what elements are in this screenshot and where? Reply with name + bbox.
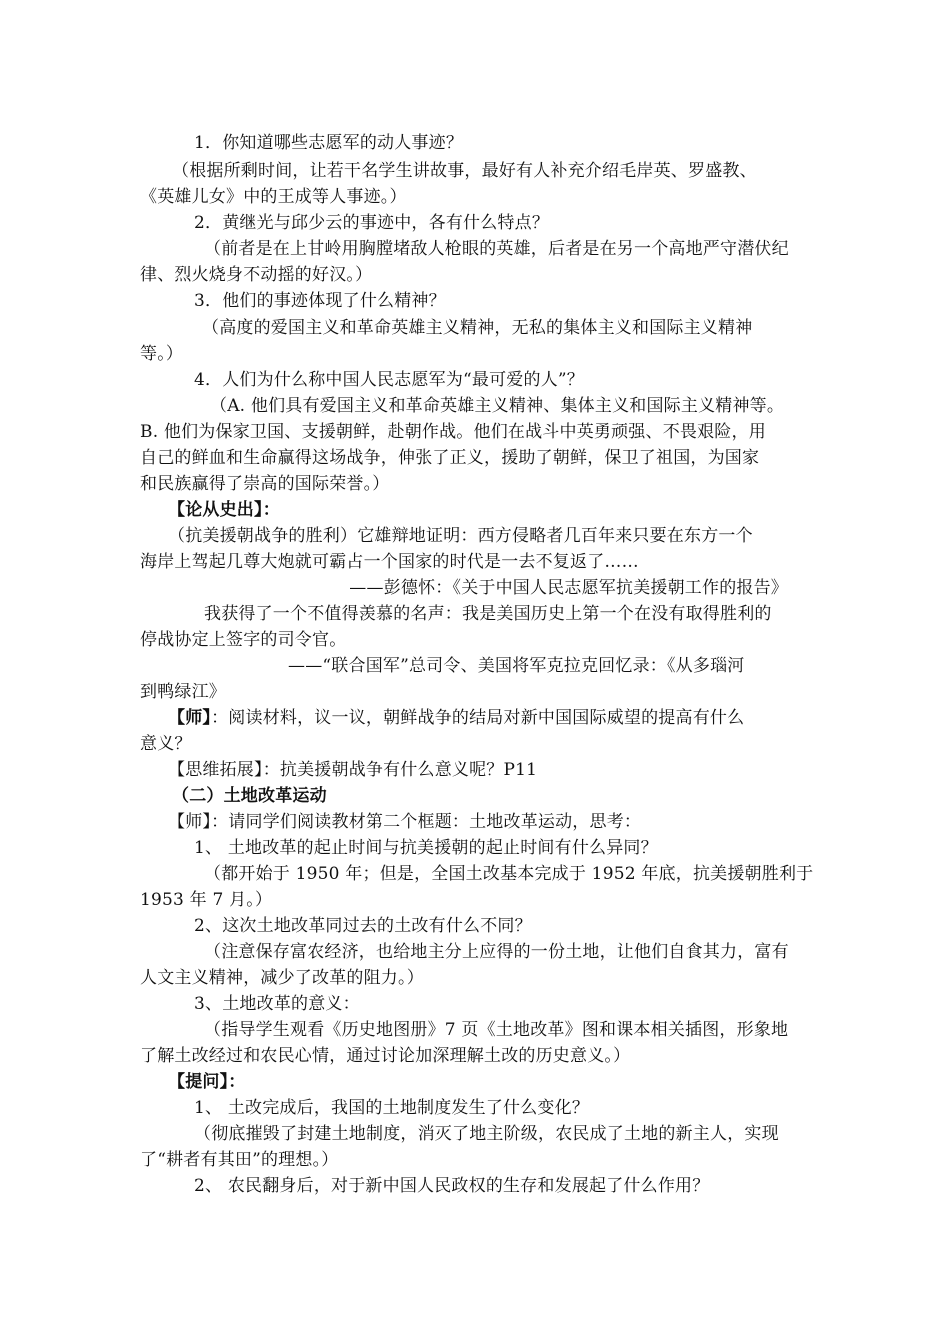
quote-2-attribution-line-1: ——“联合国军”总司令、美国将军克拉克回忆录：《从多瑙河 xyxy=(288,656,745,676)
answer-4-line-1: （A. 他们具有爱国主义和革命英雄主义精神、集体主义和国际主义精神等。 xyxy=(210,396,785,416)
answer-4-line-3: 自己的鲜血和生命赢得这场战争，伸张了正义，援助了朝鲜，保卫了祖国，为国家 xyxy=(140,448,760,468)
section-heading-history: 【论从史出】： xyxy=(168,500,280,520)
extension-prompt: 【思维拓展】：抗美援朝战争有什么意义呢？P11 xyxy=(168,760,538,780)
land-question-3: 3、土地改革的意义： xyxy=(194,994,360,1014)
teacher-prompt-text: ：阅读材料，议一议，朝鲜战争的结局对新中国国际威望的提高有什么 xyxy=(211,708,745,728)
question-3: 3．他们的事迹体现了什么精神？ xyxy=(194,291,446,311)
ask-question-2: 2、 农民翻身后，对于新中国人民政权的生存和发展起了什么作用？ xyxy=(194,1176,710,1196)
land-question-2: 2、这次土地改革同过去的土改有什么不同？ xyxy=(194,916,532,936)
answer-4-line-2: B. 他们为保家卫国、支援朝鲜，赴朝作战。他们在战斗中英勇顽强、不畏艰险，用 xyxy=(140,422,766,442)
land-answer-3-line-2: 了解土改经过和农民心情，通过讨论加深理解土改的历史意义。） xyxy=(140,1046,631,1066)
section-heading-questions: 【提问】： xyxy=(168,1072,246,1092)
land-question-1: 1、 土地改革的起止时间与抗美援朝的起止时间有什么异同？ xyxy=(194,838,658,858)
ask-question-1: 1、 土改完成后，我国的土地制度发生了什么变化？ xyxy=(194,1098,590,1118)
answer-2-line-2: 律、烈火烧身不动摇的好汉。） xyxy=(140,265,373,285)
quote-1-line-1: （抗美援朝战争的胜利）它雄辩地证明：西方侵略者几百年来只要在东方一个 xyxy=(168,526,753,546)
answer-4-line-4: 和民族赢得了崇高的国际荣誉。） xyxy=(140,474,390,494)
quote-2-line-2: 停战协定上签字的司令官。 xyxy=(140,630,347,650)
quote-2-attribution-line-2: 到鸭绿江》 xyxy=(140,682,226,702)
teacher-label: 【师】 xyxy=(168,708,212,728)
ask-answer-1-line-2: 了“耕者有其田”的理想。） xyxy=(140,1150,339,1170)
ask-answer-1-line-1: （彻底摧毁了封建土地制度，消灭了地主阶级，农民成了土地的新主人，实现 xyxy=(194,1124,779,1144)
section-heading-land-reform: （二）土地改革运动 xyxy=(172,786,327,806)
land-answer-2-line-1: （注意保存富农经济，也给地主分上应得的一份土地，让他们自食其力，富有 xyxy=(204,942,789,962)
land-answer-3-line-1: （指导学生观看《历史地图册》7 页《土地改革》图和课本相关插图，形象地 xyxy=(204,1020,789,1040)
question-4: 4．人们为什么称中国人民志愿军为“最可爱的人”？ xyxy=(194,370,584,390)
question-2: 2．黄继光与邱少云的事迹中，各有什么特点？ xyxy=(194,213,550,233)
land-answer-1-line-1: （都开始于 1950 年；但是，全国土改基本完成于 1952 年底，抗美援朝胜利于 xyxy=(204,864,814,884)
question-1: 1．你知道哪些志愿军的动人事迹？ xyxy=(194,133,464,153)
land-answer-2-line-2: 人文主义精神，减少了改革的阻力。） xyxy=(140,968,424,988)
teacher-instruction: 【师】：请同学们阅读教材第二个框题：土地改革运动，思考： xyxy=(168,812,642,832)
quote-2-line-1: 我获得了一个不值得羡慕的名声：我是美国历史上第一个在没有取得胜利的 xyxy=(204,604,772,624)
answer-3-line-1: （高度的爱国主义和革命英雄主义精神，无私的集体主义和国际主义精神 xyxy=(202,318,753,338)
teacher-prompt-line-2: 意义？ xyxy=(140,734,192,754)
answer-2-line-1: （前者是在上甘岭用胸膛堵敌人枪眼的英雄，后者是在另一个高地严守潜伏纪 xyxy=(204,239,789,259)
answer-1-line-2: 《英雄儿女》中的王成等人事迹。） xyxy=(140,187,407,207)
answer-1-line-1: （根据所剩时间，让若干名学生讲故事，最好有人补充介绍毛岸英、罗盛教、 xyxy=(172,161,757,181)
answer-3-line-2: 等。） xyxy=(140,344,184,364)
teacher-prompt-line-1 xyxy=(168,707,744,729)
quote-1-attribution: ——彭德怀：《关于中国人民志愿军抗美援朝工作的报告》 xyxy=(349,578,788,598)
land-answer-1-line-2: 1953 年 7 月。） xyxy=(140,890,273,910)
quote-1-line-2: 海岸上驾起几尊大炮就可霸占一个国家的时代是一去不复返了…… xyxy=(140,552,639,572)
